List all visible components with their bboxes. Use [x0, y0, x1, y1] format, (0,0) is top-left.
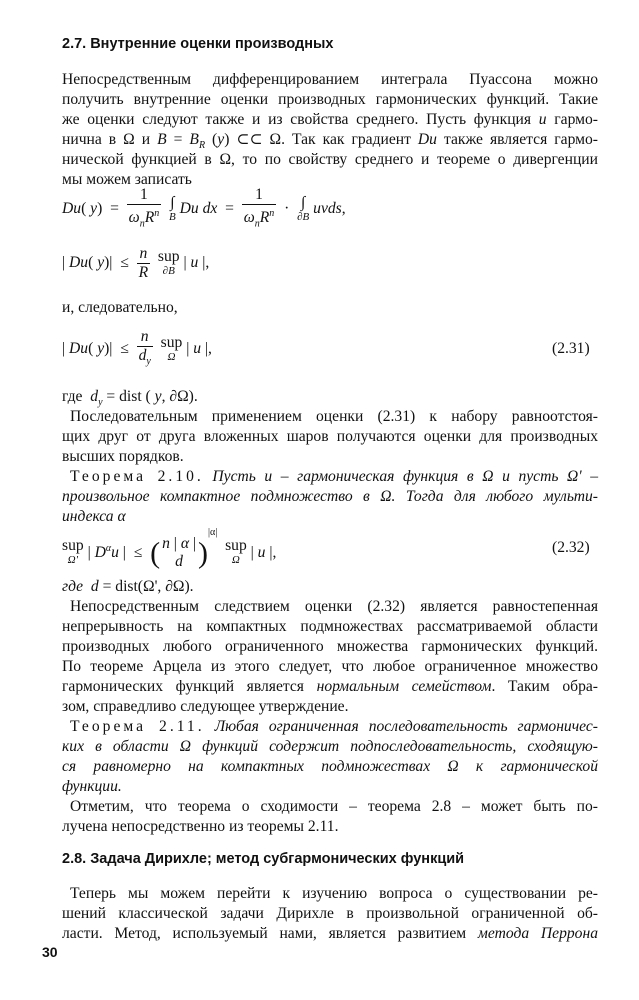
where-d-text: где d = dist(Ω', ∂Ω).	[62, 578, 194, 595]
equation-2-31: | Du( y)| ≤ $\frac{n}{d_y}$ sup Ω | u |,	[62, 328, 212, 368]
section-8-line-3: ласти. Метод, используемый нами, является развитием метода Перрона	[62, 925, 598, 942]
equicontinuity-line-6: зом, справедливо следующее утверждение.	[62, 698, 349, 715]
theorem-2-10-line-2: произвольное компактное подмножество в Ω. Тогда для любого мульти-	[62, 488, 598, 505]
consequently-text: и, следовательно,	[62, 299, 178, 316]
sequential-line-1: Последовательным применением оценки (2.31) к набору равноотстоя-	[70, 408, 598, 425]
equation-abs-du: | Du( y)| ≤ $\frac{n}{R}$ sup ∂B | u |,	[62, 245, 210, 281]
intro-line-4: нична в Ω и $B = B_R$ (y) ⊂⊂ Ω. Так как градиент Du также является гармо-	[62, 131, 599, 152]
theorem-2-10-line-1: Теорема 2.10. Пусть u – гармоническая функция в Ω и пусть Ω' –	[70, 468, 598, 485]
intro-line-3: же оценки следуют также и из свойства среднего. Пусть функция u гармо-	[62, 111, 598, 128]
equation-2-32: sup Ω' | $D^\alpha u$ | ≤ ( n | α | d )$^{|\alpha|}$ sup Ω | u |,	[62, 527, 277, 571]
theorem-2-11-label: Теорема 2.11.	[70, 718, 205, 735]
intro-line-1: Непосредственным дифференцированием интеграла Пуассона можно	[62, 71, 598, 88]
theorem-2-11-line-2: ких в области Ω функций содержит подпоследовательность, сходящую-	[62, 738, 598, 755]
note-line-1: Отметим, что теорема о сходимости – теорема 2.8 – может быть по-	[70, 798, 598, 815]
equicontinuity-line-3: производных любого ограниченного множества гармонических функций.	[62, 638, 598, 655]
equicontinuity-line-1: Непосредственным следствием оценки (2.32) является равностепенная	[70, 598, 598, 615]
equicontinuity-line-4: По теореме Арцела из этого следует, что любое ограниченное множество	[62, 658, 598, 675]
theorem-2-10-label: Теорема 2.10.	[70, 468, 204, 485]
sequential-line-2: щих друг от друга вложенных шаров получаются оценки для производных	[62, 428, 598, 445]
theorem-2-11-line-1: Теорема 2.11. Любая ограниченная последовательность гармоничес-	[70, 718, 599, 735]
equation-du: Du( y) = $\frac{1}{\omega_nR^n}$ ∫ B Du dx = $\frac{1}{\omega_nR^n}$ · ∫ ∂B uνds,	[62, 186, 346, 230]
section-8-line-1: Теперь мы можем перейти к изучению вопроса о существовании ре-	[70, 885, 598, 902]
intro-line-6: мы можем записать	[62, 171, 192, 188]
theorem-2-11-line-3: ся равномерно на компактных подмножествах Ω к гармонической	[62, 758, 598, 775]
section-8-line-2: шений классической задачи Дирихле в произвольной ограниченной об-	[62, 905, 598, 922]
equicontinuity-line-5: гармонических функций является нормальным семейством. Таким обра-	[62, 678, 599, 695]
theorem-2-11-line-4: функции.	[62, 778, 122, 795]
note-line-2: лучена непосредственно из теоремы 2.11.	[62, 818, 339, 835]
section-heading-2-7: 2.7. Внутренние оценки производных	[62, 36, 334, 52]
equation-number-2-31: (2.31)	[552, 340, 590, 357]
intro-line-5: нической функцией в Ω, то по свойству среднего и теореме о дивергенции	[62, 151, 598, 168]
intro-line-2: получить внутренние оценки производных гармонических функций. Такие	[62, 91, 598, 108]
sequential-line-3: высших порядков.	[62, 448, 184, 465]
theorem-2-10-line-3: индекса α	[62, 508, 126, 525]
page-number: 30	[42, 944, 58, 960]
where-dy-text: где $d_y$ = dist ( y, ∂Ω).	[62, 388, 198, 409]
section-heading-2-8: 2.8. Задача Дирихле; метод субгармонических функций	[62, 851, 465, 867]
equation-number-2-32: (2.32)	[552, 539, 590, 556]
equicontinuity-line-2: непрерывность на компактных подмножествах рассматриваемой области	[62, 618, 598, 635]
